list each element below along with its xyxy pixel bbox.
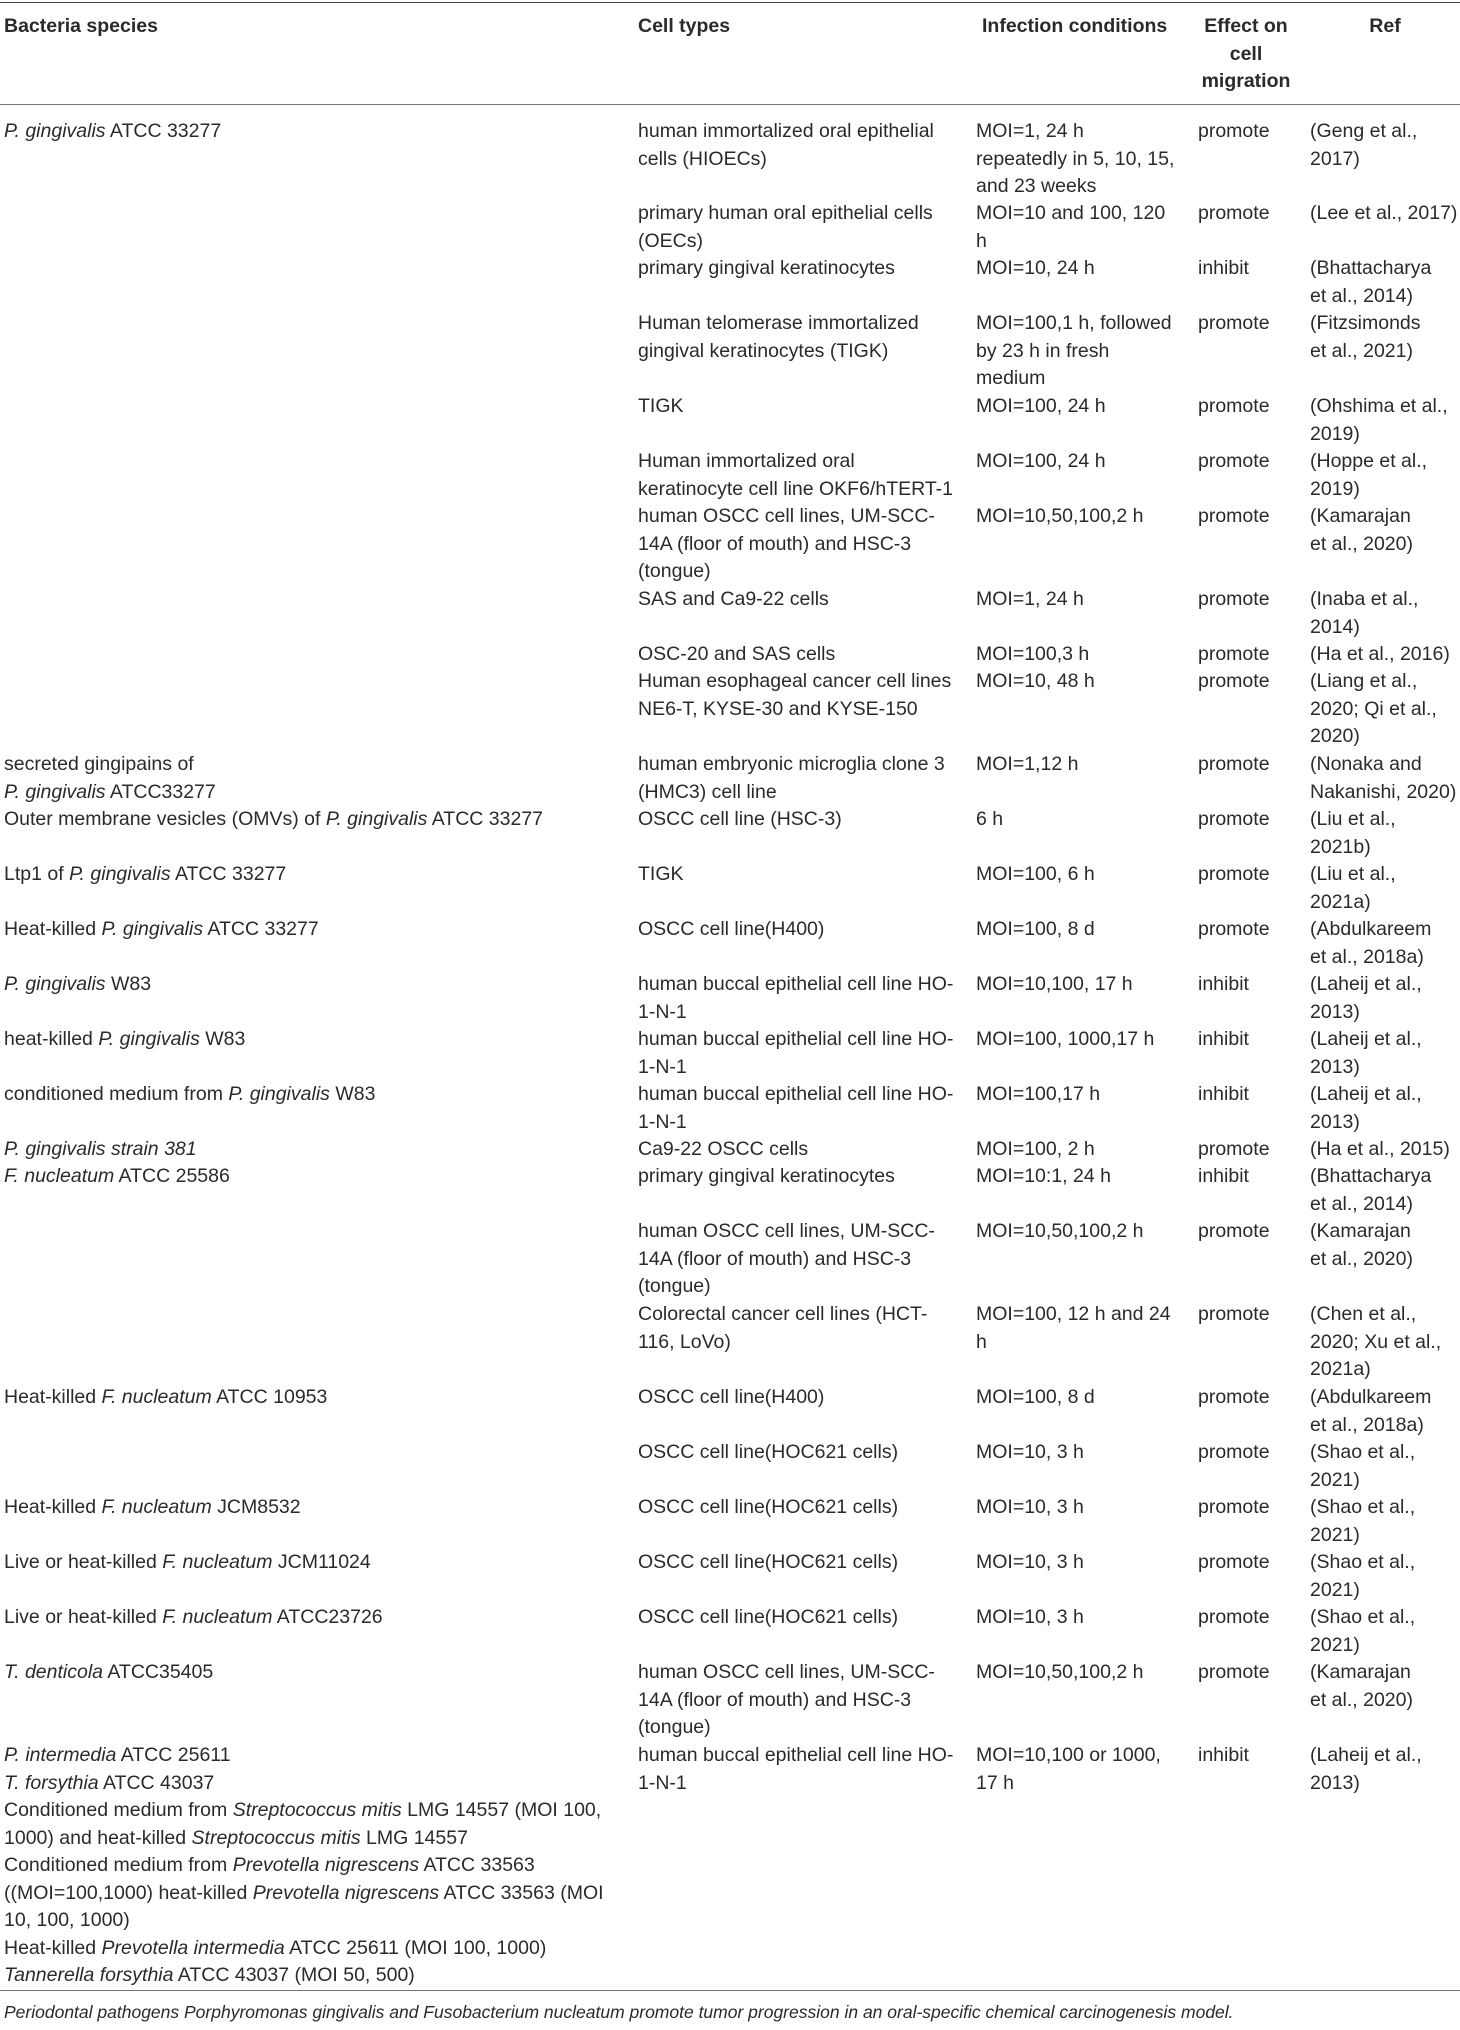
cell-cell-type: Human telomerase immortalized gingival keratinocytes (TIGK) xyxy=(638,312,919,362)
cell-bacteria-species: secreted gingipains of P. gingivalis ATCC33277 xyxy=(4,753,216,803)
cell-effect: promote xyxy=(1198,918,1270,940)
cell-bacteria-species: T. denticola ATCC35405 xyxy=(4,1661,214,1683)
cell-reference: (Fitzsimonds et al., 2021) xyxy=(1310,312,1421,362)
cell-infection-conditions: MOI=10,50,100,2 h xyxy=(976,1220,1144,1242)
cell-effect: inhibit xyxy=(1198,1744,1249,1766)
cell-bacteria-species: F. nucleatum ATCC 25586 xyxy=(4,1165,230,1187)
cell-cell-type: human buccal epithelial cell line HO- 1-N-1 xyxy=(638,1083,954,1133)
cell-reference: (Nonaka and Nakanishi, 2020) xyxy=(1310,753,1457,803)
cell-cell-type: OSCC cell line(HOC621 cells) xyxy=(638,1441,899,1463)
cell-bacteria-species: heat-killed P. gingivalis W83 xyxy=(4,1028,246,1050)
cell-bacteria-species: P. gingivalis ATCC 33277 xyxy=(4,120,222,142)
cell-effect: inhibit xyxy=(1198,1028,1249,1050)
cell-effect: promote xyxy=(1198,753,1270,775)
cell-infection-conditions: MOI=10:1, 24 h xyxy=(976,1165,1111,1187)
cell-reference: (Kamarajan et al., 2020) xyxy=(1310,1220,1413,1270)
cell-effect: promote xyxy=(1198,450,1270,472)
cell-effect: inhibit xyxy=(1198,1083,1249,1105)
cell-effect: promote xyxy=(1198,1220,1270,1242)
cell-infection-conditions: MOI=10,100, 17 h xyxy=(976,973,1133,995)
cell-effect: promote xyxy=(1198,1661,1270,1683)
cell-effect: promote xyxy=(1198,395,1270,417)
cell-reference: (Bhattacharya et al., 2014) xyxy=(1310,257,1432,307)
cell-reference: (Bhattacharya et al., 2014) xyxy=(1310,1165,1432,1215)
cell-reference: (Lee et al., 2017) xyxy=(1310,202,1458,224)
cell-reference: (Ha et al., 2015) xyxy=(1310,1138,1450,1160)
cell-reference: (Ohshima et al., 2019) xyxy=(1310,395,1448,445)
species-name-italic: P. gingivalis xyxy=(101,918,204,940)
cell-reference: (Laheij et al., 2013) xyxy=(1310,973,1422,1023)
species-name-italic: F. nucleatum xyxy=(162,1551,273,1573)
cell-infection-conditions: MOI=100, 24 h xyxy=(976,450,1106,472)
cell-cell-type: Human esophageal cancer cell lines NE6-T, KYSE-30 and KYSE-150 xyxy=(638,670,952,720)
cell-effect: promote xyxy=(1198,1303,1270,1325)
cell-infection-conditions: MOI=1, 24 h xyxy=(976,588,1084,610)
cell-infection-conditions: MOI=100,17 h xyxy=(976,1083,1101,1105)
cell-cell-type: human immortalized oral epithelial cells (HIOECs) xyxy=(638,120,934,170)
cell-reference: (Liu et al., 2021b) xyxy=(1310,808,1396,858)
cell-cell-type: OSCC cell line (HSC-3) xyxy=(638,808,842,830)
cell-reference: (Inaba et al., 2014) xyxy=(1310,588,1419,638)
cell-effect: promote xyxy=(1198,1496,1270,1518)
cell-cell-type: Human immortalized oral keratinocyte cell line OKF6/hTERT-1 xyxy=(638,450,954,500)
cell-reference: (Hoppe et al., 2019) xyxy=(1310,450,1428,500)
species-name-italic: F. nucleatum xyxy=(4,1165,115,1187)
bottom-rule xyxy=(0,1990,1460,1991)
cell-cell-type: human OSCC cell lines, UM-SCC- 14A (floor of mouth) and HSC-3 (tongue) xyxy=(638,1220,935,1297)
cell-infection-conditions: MOI=10, 48 h xyxy=(976,670,1095,692)
cell-reference: (Laheij et al., 2013) xyxy=(1310,1028,1422,1078)
cell-cell-type: OSCC cell line(H400) xyxy=(638,918,825,940)
cell-cell-type: human buccal epithelial cell line HO- 1-N-1 xyxy=(638,1744,954,1794)
species-name-italic: P. gingivalis xyxy=(4,780,106,803)
species-name-italic: Prevotella nigrescens xyxy=(232,1854,420,1876)
cell-infection-conditions: MOI=100,1 h, followed by 23 h in fresh medium xyxy=(976,312,1172,389)
header-bacteria: Bacteria species xyxy=(4,15,158,37)
cell-effect: inhibit xyxy=(1198,973,1249,995)
species-name-italic: P. gingivalis xyxy=(4,120,106,142)
cell-cell-type: OSCC cell line(H400) xyxy=(638,1386,825,1408)
cell-effect: promote xyxy=(1198,120,1270,142)
header-ref: Ref xyxy=(1369,15,1401,37)
species-name-italic: Prevotella intermedia xyxy=(101,1936,285,1959)
cell-cell-type: OSCC cell line(HOC621 cells) xyxy=(638,1496,899,1518)
species-name-italic: Streptococcus mitis xyxy=(232,1799,402,1821)
species-name-italic: T. denticola xyxy=(4,1661,104,1683)
cell-bacteria-species: Heat-killed P. gingivalis ATCC 33277 xyxy=(4,918,319,940)
header-infection: Infection conditions xyxy=(982,15,1168,37)
header-cell-types: Cell types xyxy=(638,15,731,37)
cell-reference: (Chen et al., 2020; Xu et al., 2021a) xyxy=(1310,1303,1442,1380)
cell-reference: (Abdulkareem et al., 2018a) xyxy=(1310,918,1432,968)
cell-infection-conditions: MOI=10, 3 h xyxy=(976,1551,1084,1573)
cell-infection-conditions: MOI=100, 1000,17 h xyxy=(976,1028,1155,1050)
cell-reference: (Kamarajan et al., 2020) xyxy=(1310,1661,1413,1711)
cell-infection-conditions: MOI=100, 8 d xyxy=(976,918,1095,940)
cell-bacteria-species: Outer membrane vesicles (OMVs) of P. gingivalis ATCC 33277 xyxy=(4,808,544,830)
cell-infection-conditions: MOI=1,12 h xyxy=(976,753,1079,775)
cell-reference: (Liang et al., 2020; Qi et al., 2020) xyxy=(1310,670,1437,747)
cell-infection-conditions: MOI=100, 6 h xyxy=(976,863,1095,885)
cell-cell-type: OSCC cell line(HOC621 cells) xyxy=(638,1606,899,1628)
cell-infection-conditions: MOI=100, 24 h xyxy=(976,395,1106,417)
cell-bacteria-species: Heat-killed F. nucleatum ATCC 10953 xyxy=(4,1386,328,1408)
header-rule xyxy=(0,104,1460,105)
cell-reference: (Laheij et al., 2013) xyxy=(1310,1744,1422,1794)
cell-effect: promote xyxy=(1198,808,1270,830)
cell-effect: promote xyxy=(1198,670,1270,692)
header-effect: Effect on cell migration xyxy=(1201,15,1291,92)
cell-cell-type: human embryonic microglia clone 3 (HMC3) cell line xyxy=(638,753,945,803)
cell-cell-type: primary gingival keratinocytes xyxy=(638,257,895,279)
species-name-italic: F. nucleatum xyxy=(101,1496,212,1518)
cell-effect: promote xyxy=(1198,1138,1270,1160)
table-caption: Periodontal pathogens Porphyromonas gingivalis and Fusobacterium nucleatum promote tumor progression in an oral-specific chemical carcinogenesis model. xyxy=(4,2002,1234,2022)
cell-effect: promote xyxy=(1198,202,1270,224)
species-name-italic: P. gingivalis xyxy=(228,1083,330,1105)
cell-infection-conditions: MOI=10, 3 h xyxy=(976,1606,1084,1628)
cell-effect: promote xyxy=(1198,312,1270,334)
cell-cell-type: human OSCC cell lines, UM-SCC- 14A (floor of mouth) and HSC-3 (tongue) xyxy=(638,505,935,582)
cell-effect: promote xyxy=(1198,505,1270,527)
cell-infection-conditions: 6 h xyxy=(976,808,1004,830)
cell-reference: (Laheij et al., 2013) xyxy=(1310,1083,1422,1133)
cell-reference: (Shao et al., 2021) xyxy=(1310,1606,1416,1656)
species-name-italic: F. nucleatum xyxy=(101,1386,212,1408)
cell-effect: promote xyxy=(1198,1441,1270,1463)
cell-cell-type: human buccal epithelial cell line HO- 1-N-1 xyxy=(638,973,954,1023)
species-name-italic: P. gingivalis xyxy=(325,808,428,830)
cell-infection-conditions: MOI=10, 3 h xyxy=(976,1496,1084,1518)
cell-effect: promote xyxy=(1198,1386,1270,1408)
cell-infection-conditions: MOI=10, 24 h xyxy=(976,257,1095,279)
cell-infection-conditions: MOI=100,3 h xyxy=(976,643,1090,665)
cell-bacteria-species: P. gingivalis W83 xyxy=(4,973,152,995)
cell-reference: (Ha et al., 2016) xyxy=(1310,643,1450,665)
cell-effect: promote xyxy=(1198,863,1270,885)
cell-bacteria-species: Live or heat-killed F. nucleatum ATCC23726 xyxy=(4,1606,383,1628)
cell-effect: promote xyxy=(1198,643,1270,665)
cell-bacteria-species: P. intermedia ATCC 25611 T. forsythia ATCC 43037 Conditioned medium from Streptococcus mitis LMG 14557 (MOI 100, 1000) and heat-killed Streptococcus mitis LMG 14557 Conditioned medium from Prevotella nigrescens ATCC 33563 ((MOI=100,1000) heat-killed Prevotella nigrescens ATCC 33563 (MOI 10, 100, 1000) Heat-killed Prevotella intermedia ATCC 25611 (MOI 100, 1000) Tannerella forsythia ATCC 43037 (MOI 50, 500) xyxy=(4,1744,604,1986)
cell-infection-conditions: MOI=100, 2 h xyxy=(976,1138,1095,1160)
cell-infection-conditions: MOI=100, 8 d xyxy=(976,1386,1095,1408)
cell-bacteria-species: Ltp1 of P. gingivalis ATCC 33277 xyxy=(4,863,287,885)
cell-infection-conditions: MOI=1, 24 h repeatedly in 5, 10, 15, and 23 weeks xyxy=(976,120,1175,197)
cell-cell-type: TIGK xyxy=(638,395,684,417)
cell-reference: (Shao et al., 2021) xyxy=(1310,1496,1416,1546)
cell-effect: inhibit xyxy=(1198,257,1249,279)
cell-infection-conditions: MOI=10,50,100,2 h xyxy=(976,1661,1144,1683)
cell-effect: inhibit xyxy=(1198,1165,1249,1187)
species-name-italic: F. nucleatum xyxy=(162,1606,273,1628)
cell-cell-type: SAS and Ca9-22 cells xyxy=(638,588,829,610)
cell-cell-type: Colorectal cancer cell lines (HCT- 116, LoVo) xyxy=(638,1303,928,1353)
cell-cell-type: human OSCC cell lines, UM-SCC- 14A (floor of mouth) and HSC-3 (tongue) xyxy=(638,1661,935,1738)
species-name-italic: P. gingivalis xyxy=(4,973,106,995)
cell-cell-type: primary gingival keratinocytes xyxy=(638,1165,895,1187)
species-name-italic: T. forsythia xyxy=(4,1771,99,1794)
cell-reference: (Geng et al., 2017) xyxy=(1310,120,1418,170)
cell-effect: promote xyxy=(1198,588,1270,610)
cell-cell-type: OSC-20 and SAS cells xyxy=(638,643,836,665)
cell-infection-conditions: MOI=10, 3 h xyxy=(976,1441,1084,1463)
cell-effect: promote xyxy=(1198,1606,1270,1628)
cell-bacteria-species xyxy=(4,1136,197,1164)
cell-reference: (Abdulkareem et al., 2018a) xyxy=(1310,1386,1432,1436)
species-name-italic: strain 381 xyxy=(110,1138,197,1160)
cell-cell-type: OSCC cell line(HOC621 cells) xyxy=(638,1551,899,1573)
cell-reference: (Shao et al., 2021) xyxy=(1310,1441,1416,1491)
species-name-italic: P. gingivalis xyxy=(98,1028,200,1050)
species-name-italic: Tannerella forsythia xyxy=(4,1964,174,1986)
species-name-italic: Prevotella nigrescens xyxy=(252,1881,440,1904)
species-name-italic: P. intermedia xyxy=(4,1744,117,1766)
cell-infection-conditions: MOI=10 and 100, 120 h xyxy=(976,202,1166,252)
cell-reference: (Kamarajan et al., 2020) xyxy=(1310,505,1413,555)
cell-reference: (Liu et al., 2021a) xyxy=(1310,863,1396,913)
species-name-italic: P. gingivalis xyxy=(4,1138,106,1160)
cell-bacteria-species: conditioned medium from P. gingivalis W83 xyxy=(4,1083,376,1105)
cell-reference: (Shao et al., 2021) xyxy=(1310,1551,1416,1601)
species-name-italic: Streptococcus mitis xyxy=(191,1826,361,1849)
cell-bacteria-species: Live or heat-killed F. nucleatum JCM11024 xyxy=(4,1551,371,1573)
cell-effect: promote xyxy=(1198,1551,1270,1573)
cell-infection-conditions: MOI=100, 12 h and 24 h xyxy=(976,1303,1171,1353)
cell-cell-type: primary human oral epithelial cells (OECs) xyxy=(638,202,933,252)
cell-bacteria-species: Heat-killed F. nucleatum JCM8532 xyxy=(4,1496,301,1518)
cell-cell-type: Ca9-22 OSCC cells xyxy=(638,1138,809,1160)
top-rule xyxy=(0,2,1460,3)
cell-infection-conditions: MOI=10,50,100,2 h xyxy=(976,505,1144,527)
cell-infection-conditions: MOI=10,100 or 1000, 17 h xyxy=(976,1744,1161,1794)
cell-cell-type: TIGK xyxy=(638,863,684,885)
cell-cell-type: human buccal epithelial cell line HO- 1-N-1 xyxy=(638,1028,954,1078)
species-name-italic: P. gingivalis xyxy=(69,863,171,885)
